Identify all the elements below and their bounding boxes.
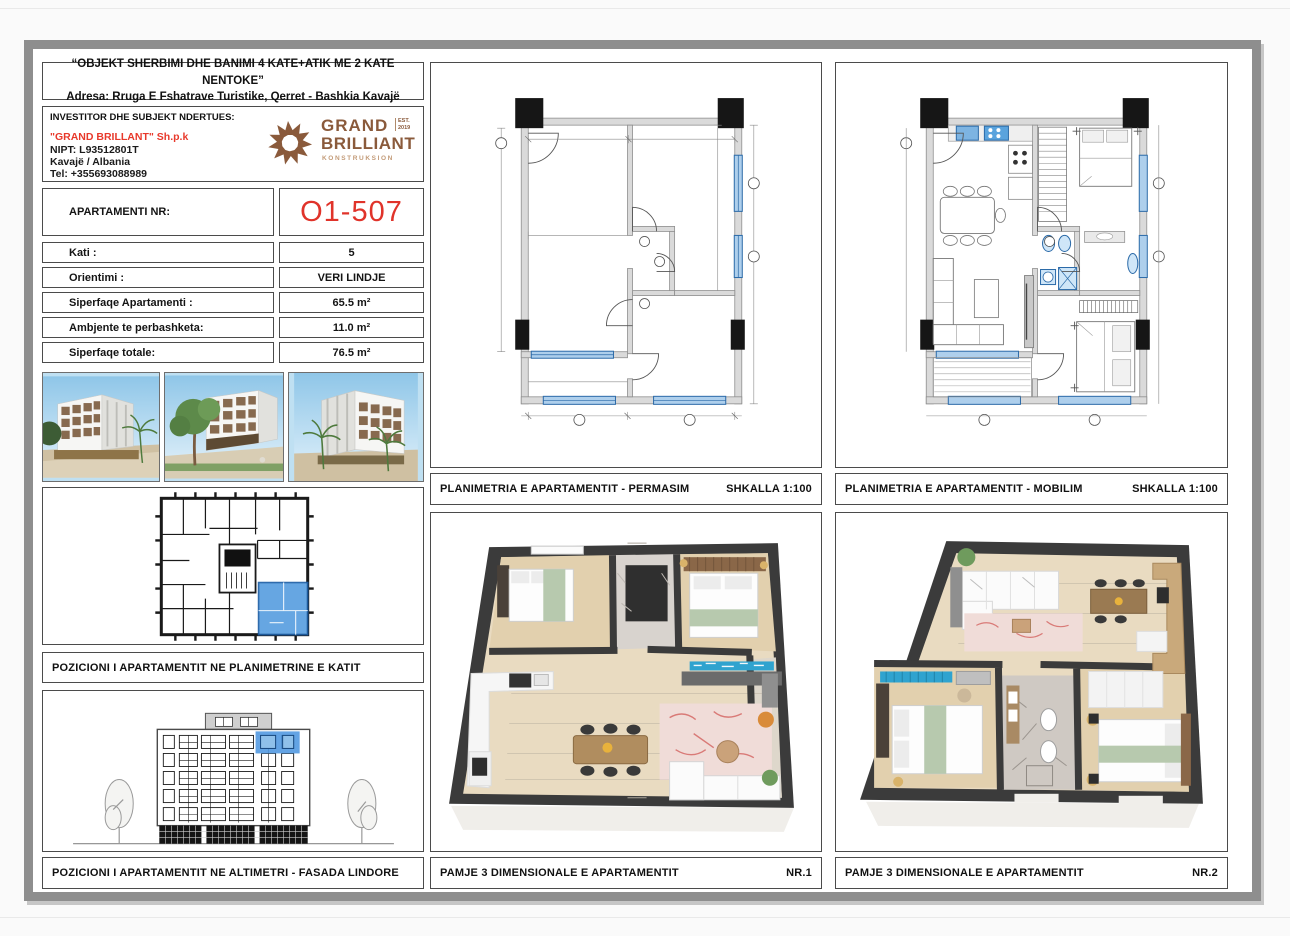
- floor-plan-dimensions-drawing: [431, 63, 821, 467]
- sheet-title-box: [42, 58, 424, 104]
- plan-dimensions-caption: PLANIMETRIA E APARTAMENTIT - PERMASIM: [440, 483, 690, 495]
- view3d-1-caption: PAMJE 3 DIMENSIONALE E APARTAMENTIT: [440, 867, 679, 879]
- logo-subtitle: KONSTRUKSION: [322, 155, 394, 162]
- building-render-1-image: [43, 373, 159, 481]
- elevation-caption-bar: [42, 857, 424, 889]
- plan-dimensions-caption-bar: [430, 473, 822, 505]
- building-render-photo-1: [42, 372, 160, 482]
- project-title: “OBJEKT SHERBIMI DHE BANIMI 4 KATE+ATIK ME 2 KATE NENTOKE”: [71, 58, 395, 87]
- apartment-3d-view-2: [836, 513, 1227, 851]
- plan-furnished-scale: SHKALLA 1:100: [1132, 483, 1218, 495]
- building-render-2-image: [165, 373, 283, 481]
- building-elevation-drawing: [43, 691, 423, 851]
- apartment-number-value: O1-507: [279, 188, 424, 236]
- project-address: Adresa: Rruga E Fshatrave Turistike, Qerret - Bashkia Kavajë: [66, 91, 400, 104]
- elevation-caption: POZICIONI I APARTAMENTIT NE ALTIMETRI - FASADA LINDORE: [52, 867, 399, 879]
- view3d-2-number: NR.2: [1192, 867, 1218, 879]
- view3d-1-caption-bar: [430, 857, 822, 889]
- building-render-photo-3: [288, 372, 424, 482]
- detail-label-siperfaqe-totale: Siperfaqe totale:: [42, 342, 274, 363]
- elevation-box: [42, 690, 424, 852]
- plan-furnished-box: [835, 62, 1228, 468]
- plan-furnished-caption: PLANIMETRIA E APARTAMENTIT - MOBILIM: [845, 483, 1083, 495]
- view3d-2-box: [835, 512, 1228, 852]
- investor-heading: INVESTITOR DHE SUBJEKT NDERTUES:: [50, 112, 235, 123]
- key-plan-box: [42, 487, 424, 645]
- view3d-2-caption-bar: [835, 857, 1228, 889]
- investor-box: [42, 106, 424, 182]
- view3d-1-number: NR.1: [786, 867, 812, 879]
- logo-word-grand: GRAND: [321, 116, 389, 135]
- page-top-divider: [0, 8, 1290, 9]
- plan-furnished-caption-bar: [835, 473, 1228, 505]
- detail-value-siperfaqe-apartamenti: 65.5 m²: [279, 292, 424, 313]
- logo-est-badge: [395, 118, 410, 131]
- detail-label-orientimi: Orientimi :: [42, 267, 274, 288]
- logo-est-line1: EST.: [398, 118, 410, 124]
- detail-value-orientimi: VERI LINDJE: [279, 267, 424, 288]
- investor-location: Kavajë / Albania: [50, 156, 131, 168]
- page-bottom-divider: [0, 917, 1290, 918]
- logo-word-brilliant: BRILLIANT: [321, 134, 416, 153]
- investor-tel: Tel: +355693088989: [50, 168, 148, 180]
- building-render-3-image: [289, 373, 423, 481]
- building-render-photo-2: [164, 372, 284, 482]
- key-plan-caption-bar: [42, 652, 424, 683]
- apartment-3d-view-1: [431, 513, 821, 851]
- logo-est-line2: 2019: [398, 124, 411, 131]
- view3d-2-caption: PAMJE 3 DIMENSIONALE E APARTAMENTIT: [845, 867, 1084, 879]
- detail-label-ambjente: Ambjente te perbashketa:: [42, 317, 274, 338]
- detail-value-ambjente: 11.0 m²: [279, 317, 424, 338]
- detail-value-siperfaqe-totale: 76.5 m²: [279, 342, 424, 363]
- floor-key-plan-drawing: [43, 488, 423, 644]
- key-plan-caption: POZICIONI I APARTAMENTIT NE PLANIMETRINE E KATIT: [52, 661, 361, 674]
- detail-label-kati: Kati :: [42, 242, 274, 263]
- view3d-1-box: [430, 512, 822, 852]
- detail-value-kati: 5: [279, 242, 424, 263]
- plan-dimensions-box: [430, 62, 822, 468]
- apartment-number-label: APARTAMENTI NR:: [42, 188, 274, 236]
- floor-plan-furnished-drawing: [836, 63, 1227, 467]
- plan-dimensions-scale: SHKALLA 1:100: [726, 483, 812, 495]
- investor-nipt: NIPT: L93512801T: [50, 144, 139, 156]
- detail-label-siperfaqe-apartamenti: Siperfaqe Apartamenti :: [42, 292, 274, 313]
- company-logo: [263, 115, 415, 171]
- drawing-sheet: [24, 40, 1261, 901]
- investor-company: "GRAND BRILLANT" Sh.p.k: [50, 131, 189, 143]
